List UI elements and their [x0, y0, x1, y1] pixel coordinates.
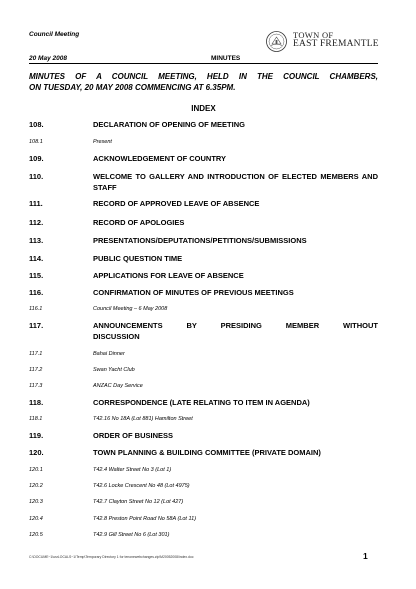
item-number: 113.	[29, 236, 44, 245]
item-text: T42.6 Locke Crescent No 48 (Lot 4975)	[93, 483, 190, 489]
item-number: 120.4	[29, 516, 43, 522]
item-number: 120.5	[29, 532, 43, 538]
item-number: 108.1	[29, 139, 43, 145]
item-text: Swan Yacht Club	[93, 367, 135, 373]
item-number: 120.	[29, 448, 44, 457]
header-divider	[29, 63, 378, 64]
item-number: 112.	[29, 218, 44, 227]
item-number: 116.1	[29, 306, 43, 312]
item-text: ORDER OF BUSINESS	[93, 431, 174, 440]
item-text: T42.4 Walter Street No 3 (Lot 1)	[93, 467, 172, 473]
item-text-line-1: ANNOUNCEMENTS BY PRESIDING MEMBER WITHOUT	[93, 321, 378, 330]
item-number: 118.	[29, 398, 44, 407]
item-text: Present	[93, 139, 112, 145]
item-text: TOWN PLANNING & BUILDING COMMITTEE (PRIVATE DOMAIN)	[93, 448, 321, 457]
town-logo	[266, 30, 378, 52]
logo-line-2: EAST FREMANTLE	[293, 39, 379, 49]
item-text: APPLICATIONS FOR LEAVE OF ABSENCE	[93, 271, 244, 280]
item-text: T42.9 Gill Street No 6 (Lot 301)	[93, 532, 170, 538]
item-number: 118.1	[29, 416, 43, 422]
item-number: 111.	[29, 199, 43, 208]
document-title-line-1: MINUTES OF A COUNCIL MEETING, HELD IN THE COUNCIL CHAMBERS,	[29, 72, 378, 81]
item-number: 117.3	[29, 383, 43, 389]
item-number: 115.	[29, 271, 44, 280]
item-text: T42.7 Clayton Street No 12 (Lot 427)	[93, 499, 184, 505]
item-text: T42.16 No 18A (Lot 881) Hamilton Street	[93, 416, 193, 422]
item-text: ANZAC Day Service	[93, 383, 143, 389]
item-text: Bahai Dinner	[93, 351, 125, 357]
item-text: RECORD OF APOLOGIES	[93, 218, 185, 227]
item-number: 120.2	[29, 483, 43, 489]
item-number: 114.	[29, 254, 44, 263]
item-number: 109.	[29, 154, 44, 163]
header-document-title: Council Meeting	[29, 31, 80, 38]
item-text: CONFIRMATION OF MINUTES OF PREVIOUS MEETINGS	[93, 288, 294, 297]
item-number: 119.	[29, 431, 44, 440]
item-text: CORRESPONDENCE (LATE RELATING TO ITEM IN AGENDA)	[93, 398, 310, 407]
item-text: WELCOME TO GALLERY AND INTRODUCTION OF ELECTED MEMBERS AND STAFF	[93, 172, 378, 192]
item-number: 116.	[29, 288, 44, 297]
header-minutes-label: MINUTES	[211, 55, 241, 62]
item-number: 117.2	[29, 367, 43, 373]
document-title	[29, 71, 378, 93]
item-number: 108.	[29, 120, 44, 129]
item-number: 117.1	[29, 351, 43, 357]
item-text	[93, 321, 378, 342]
item-text-line-2: DISCUSSION	[93, 331, 140, 341]
item-number: 120.3	[29, 499, 43, 505]
item-number: 110.	[29, 172, 44, 181]
footer-file-path: C:\DOCUME~1\usrLOCALS~1\Temp\Temporary Directory 1 for tenonewebchanges.zip\M20052008\index.doc	[29, 555, 194, 559]
item-number: 117.	[29, 321, 44, 330]
item-text: Council Meeting – 6 May 2008	[93, 306, 168, 312]
item-number: 120.1	[29, 467, 43, 473]
item-text: RECORD OF APPROVED LEAVE OF ABSENCE	[93, 199, 260, 208]
page-number: 1	[363, 551, 368, 561]
item-text: T42.8 Preston Point Road No 58A (Lot 11)	[93, 516, 197, 522]
town-seal-icon	[266, 31, 287, 52]
header-date: 20 May 2008	[29, 55, 67, 62]
logo-line-1: TOWN OF	[293, 30, 334, 40]
item-text: ACKNOWLEDGEMENT OF COUNTRY	[93, 154, 227, 163]
item-text: PRESENTATIONS/DEPUTATIONS/PETITIONS/SUBMISSIONS	[93, 236, 307, 245]
document-title-line-2: ON TUESDAY, 20 MAY 2008 COMMENCING AT 6.35PM.	[29, 83, 236, 92]
item-text: PUBLIC QUESTION TIME	[93, 254, 183, 263]
index-heading: INDEX	[191, 104, 216, 113]
item-text: DECLARATION OF OPENING OF MEETING	[93, 120, 245, 129]
